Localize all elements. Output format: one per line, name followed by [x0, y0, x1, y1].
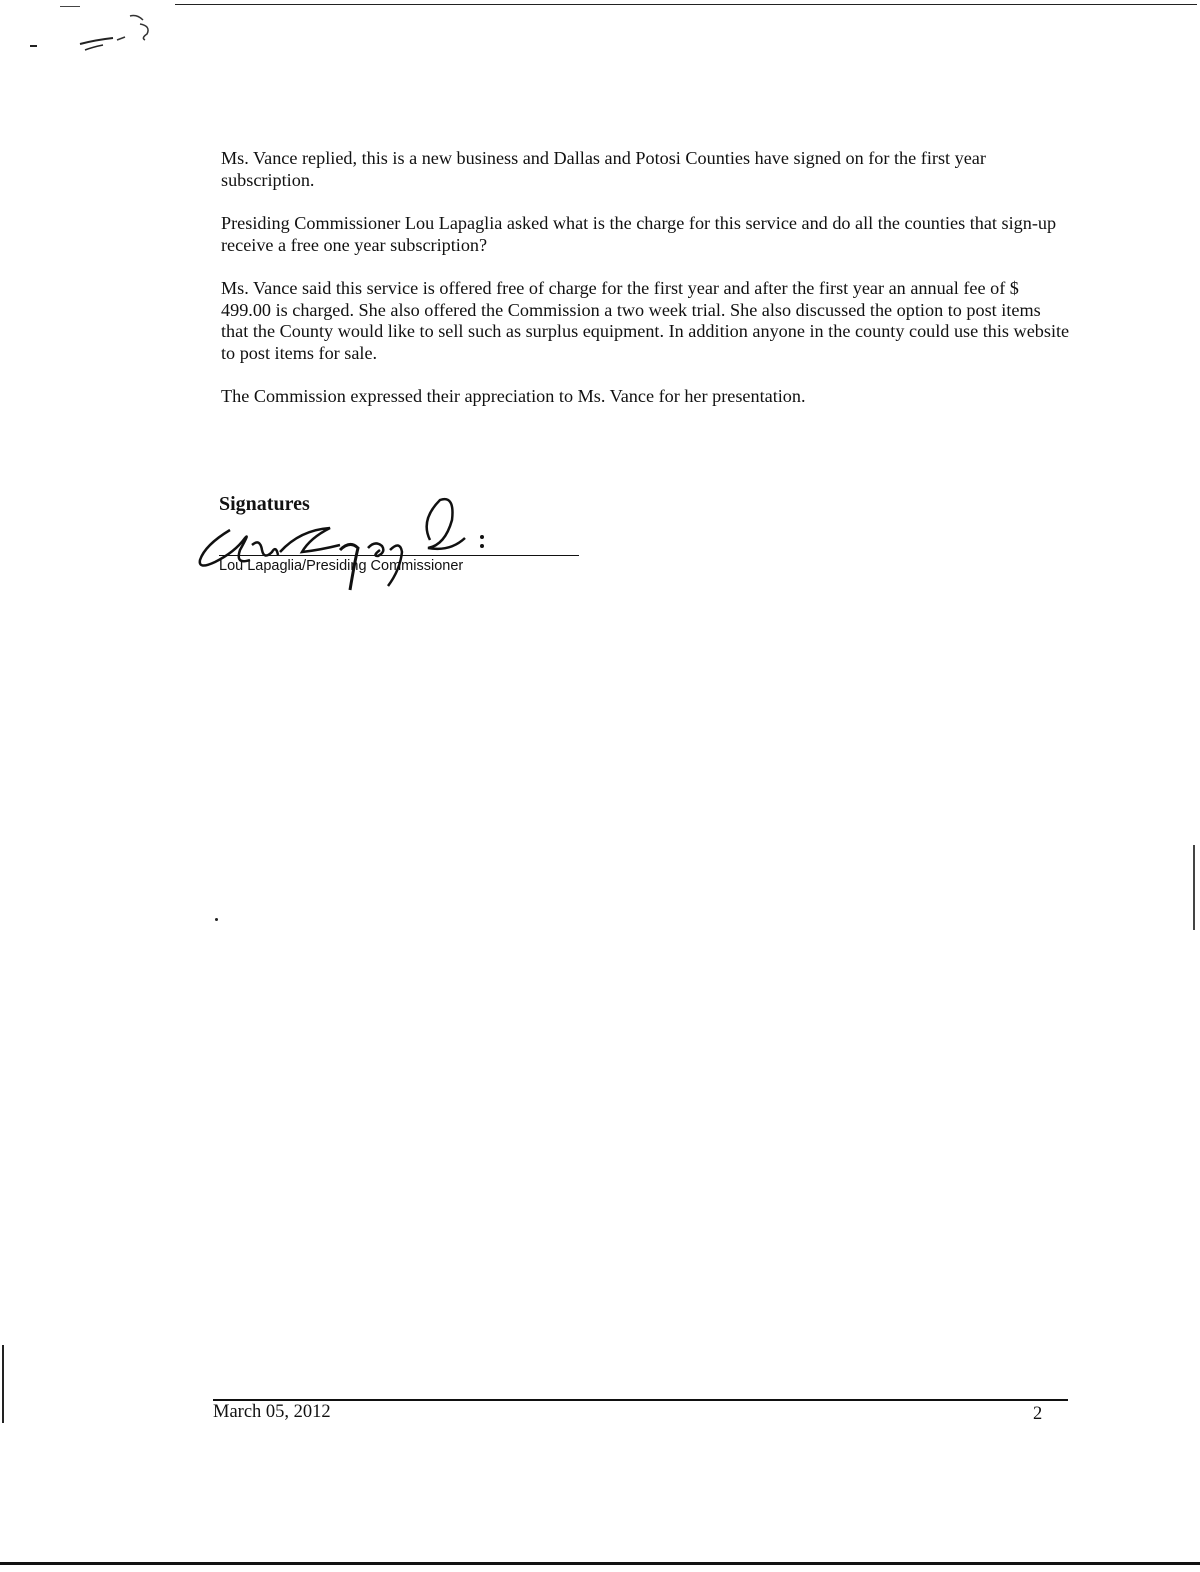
paragraph: Ms. Vance replied, this is a new business and Dallas and Potosi Counties have signed on for the first year subscription.: [221, 148, 986, 190]
handwritten-signature: [190, 490, 510, 600]
scan-edge-line: [60, 6, 80, 7]
minutes-body: [221, 148, 1071, 430]
paragraph: The Commission expressed their appreciation to Ms. Vance for her presentation.: [221, 386, 806, 406]
signature-line: [219, 555, 579, 556]
scan-edge-mark: [1193, 845, 1195, 930]
paragraph: Presiding Commissioner Lou Lapaglia asked what is the charge for this service and do all the counties that sign-up receive a free one year subscription?: [221, 213, 1057, 255]
scan-edge-line: [175, 4, 1197, 5]
scan-smudge-marks: [25, 10, 165, 65]
signatures-heading: Signatures: [219, 493, 310, 515]
scan-speck: [215, 918, 218, 921]
signature-caption: Lou Lapaglia/Presiding Commissioner: [219, 558, 464, 574]
paragraph: Ms. Vance said this service is offered free of charge for the first year and after the first year an annual fee of $ 499.00 is charged. She also offered the Commission a two week trial. She also discussed the option to post items that the County would like to sell such as surplus equipment. In addition anyone in the county could use this website to post items for sale.: [221, 278, 1070, 363]
scan-edge-line: [0, 1562, 1200, 1565]
footer-rule: [213, 1399, 1068, 1401]
scan-edge-mark: [2, 1345, 4, 1423]
page-number: 2: [1033, 1404, 1043, 1424]
footer-date: March 05, 2012: [213, 1402, 331, 1422]
